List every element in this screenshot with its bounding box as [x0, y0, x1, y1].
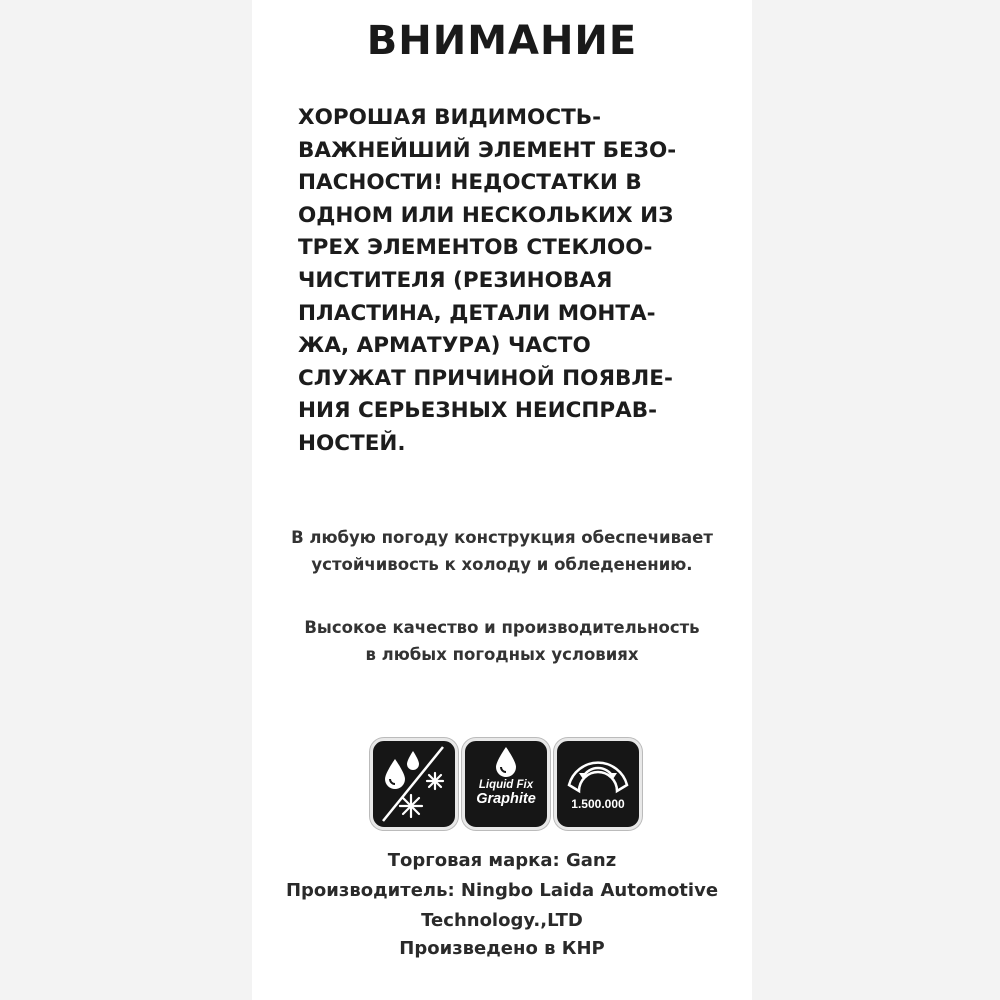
liquid-fix-graphite-icon	[462, 738, 550, 830]
warning-line: ЧИСТИТЕЛЯ (РЕЗИНОВАЯ	[298, 267, 613, 293]
manufacturer-text: Производитель: Ningbo Laida Automotive	[285, 880, 719, 901]
quality-paragraph	[252, 614, 752, 668]
paragraph-line: Высокое качество и производительность	[304, 618, 700, 637]
warning-line: ТРЕХ ЭЛЕМЕНТОВ СТЕКЛОО-	[298, 235, 653, 261]
info-origin	[252, 934, 752, 964]
warning-line: НИЯ СЕРЬЕЗНЫХ НЕИСПРАВ-	[298, 398, 658, 424]
origin-text: Произведено в КНР	[399, 938, 605, 959]
paragraph-line: В любую погоду конструкция обеспечивает	[291, 528, 713, 547]
background-right	[752, 0, 1000, 1000]
warning-line: ПАСНОСТИ! НЕДОСТАТКИ В	[298, 170, 642, 196]
warning-line: ВАЖНЕЙШИЙ ЭЛЕМЕНТ БЕЗО-	[298, 137, 677, 163]
warning-line: ПЛАСТИНА, ДЕТАЛИ МОНТА-	[298, 300, 656, 326]
rain-snow-icon	[370, 738, 458, 830]
info-brand-manufacturer	[252, 846, 752, 876]
wiping-cycles-icon	[554, 738, 642, 830]
info-manufacturer	[252, 876, 752, 936]
warning-text	[298, 102, 738, 461]
background-left	[0, 0, 252, 1000]
warning-line: НОСТЕЙ.	[298, 430, 406, 456]
liquid-fix-label: Liquid Fix	[478, 779, 534, 791]
cycles-count: 1.500.000	[571, 797, 625, 811]
paragraph-line: устойчивость к холоду и обледенению.	[311, 555, 693, 574]
warning-line: ОДНОМ ИЛИ НЕСКОЛЬКИХ ИЗ	[298, 202, 674, 228]
warning-line: СЛУЖАТ ПРИЧИНОЙ ПОЯВЛЕ-	[298, 365, 673, 391]
page-title: ВНИМАНИЕ	[366, 18, 638, 64]
weather-paragraph	[252, 524, 752, 578]
graphite-label: Graphite	[476, 791, 536, 807]
feature-icons	[370, 738, 650, 826]
package-panel	[252, 0, 752, 1000]
warning-line: ЖА, АРМАТУРА) ЧАСТО	[298, 333, 591, 359]
manufacturer-text-2: Technology.,LTD	[421, 910, 583, 931]
brand-text: Торговая марка: Ganz	[387, 850, 617, 871]
warning-line: ХОРОШАЯ ВИДИМОСТЬ-	[298, 105, 602, 130]
paragraph-line: в любых погодных условиях	[365, 645, 639, 664]
